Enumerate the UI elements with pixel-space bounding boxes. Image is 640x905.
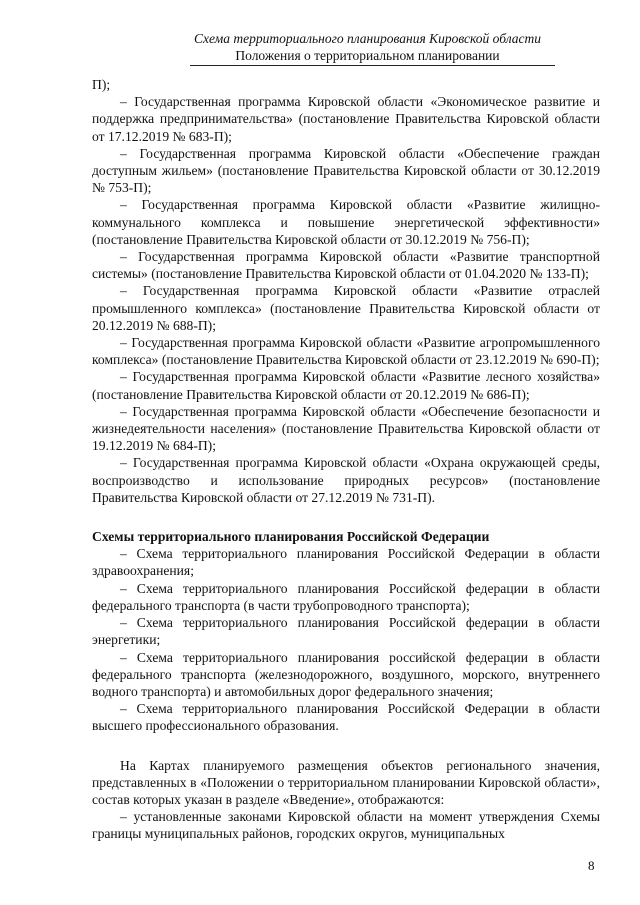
page-number: 8: [588, 858, 595, 873]
program-item: – Государственная программа Кировской области «Развитие лесного хозяйства» (постановление Правительства Кировской области от 20.12.2019 № 686-П);: [92, 369, 600, 402]
maps-paragraph: На Картах планируемого размещения объектов регионального значения, представленных в «Положении о территориальном планировании Кировской области», состав которых указан в разделе «Введение», отображаются:: [92, 757, 600, 807]
program-item: – Государственная программа Кировской области «Обеспечение безопасности и жизнедеятельности населения» (постановление Правительства Кировской области от 19.12.2019 № 684-П);: [92, 403, 600, 454]
program-item: – Государственная программа Кировской области «Развитие отраслей промышленного комплекса» (постановление Правительства Кировской области от 20.12.2019 № 688-П);: [92, 283, 600, 333]
federal-scheme-item: – Схема территориального планирования Российской федерации в области федерального транспорта (в части трубопроводного транспорта);: [92, 580, 600, 613]
carryover-text: П);: [92, 77, 111, 92]
federal-scheme-list: [92, 545, 600, 734]
maps-item: – установленные законами Кировской области на момент утверждения Схемы границы муниципальных районов, городских округов, муниципальных: [92, 809, 600, 842]
program-item: – Государственная программа Кировской области «Развитие транспортной системы» (постановление Правительства Кировской области от 01.04.2020 № 133-П);: [92, 249, 600, 282]
header-divider: [190, 65, 555, 66]
program-item: – Государственная программа Кировской области «Развитие агропромышленного комплекса» (постановление Правительства Кировской области от 23.12.2019 № 690-П);: [92, 335, 600, 368]
federal-scheme-item: – Схема территориального планирования Российской федерации в области энергетики;: [92, 615, 600, 648]
program-item: – Государственная программа Кировской области «Развитие жилищно-коммунального комплекса и повышение энергетической эффективности» (постановление Правительства Кировской области от 30.12.2019 № 756-П);: [92, 197, 600, 247]
program-item: – Государственная программа Кировской области «Обеспечение граждан доступным жильем» (постановление Правительства Кировской области от 30.12.2019 № 753-П);: [92, 145, 600, 196]
document-body: [92, 76, 600, 843]
section-heading-federal: Схемы территориального планирования Российской Федерации: [92, 529, 490, 545]
program-list: [92, 93, 600, 506]
program-item: – Государственная программа Кировской области «Экономическое развитие и поддержка предпринимательства» (постановление Правительства Кировской области от 17.12.2019 № 683-П);: [92, 94, 600, 144]
federal-scheme-item: – Схема территориального планирования российской федерации в области федерального транспорта (железнодорожного, воздушного, морского, внутреннего водного транспорта) и автомобильных дорог федерального значения;: [92, 649, 600, 699]
page-header: [0, 30, 640, 64]
header-title: Схема территориального планирования Кировской области: [194, 31, 541, 46]
program-item: – Государственная программа Кировской области «Охрана окружающей среды, воспроизводство и использование природных ресурсов» (постановление Правительства Кировской области от 27.12.2019 № 731-П).: [92, 455, 600, 505]
header-subtitle: Положения о территориальном планировании: [235, 48, 500, 63]
federal-scheme-item: – Схема территориального планирования Российской Федерации в области высшего профессионального образования.: [92, 701, 600, 734]
federal-scheme-item: – Схема территориального планирования Российской Федерации в области здравоохранения;: [92, 546, 600, 579]
